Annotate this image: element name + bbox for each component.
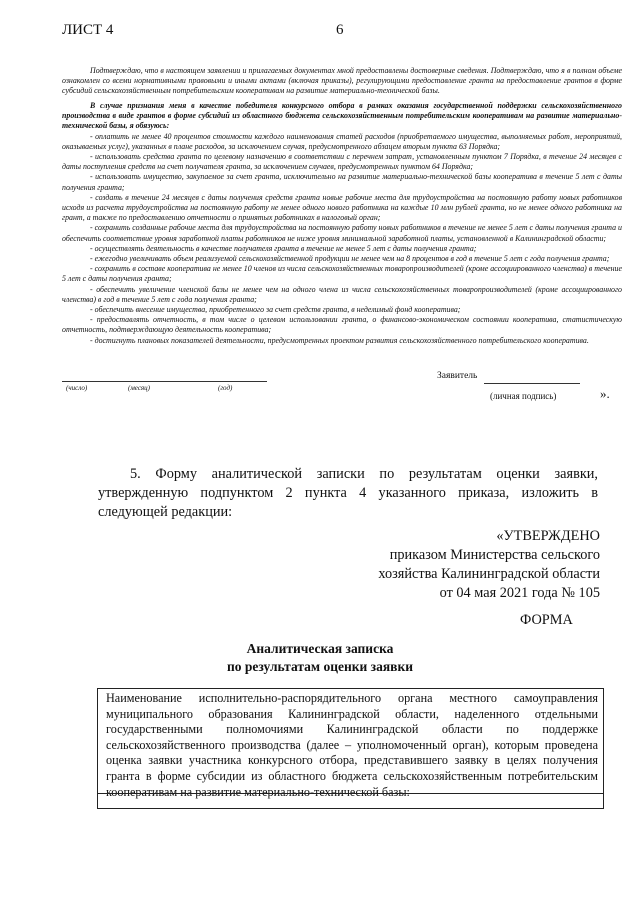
year-caption: (год) xyxy=(218,384,233,392)
assessment-table xyxy=(97,688,604,809)
confirmation-text: Подтверждаю, что в настоящем заявлении и прилагаемых документах мной предоставлены достоверные сведения. Подтверждаю, что я в полном объеме ознакомлен со всеми нормативными правовыми и иными актами (включая приказы), регулирующими предоставление гранта на предоставление грантов в форме субсидий сельскохозяйственным потребительским кооперативам на развитие материально-технической базы. xyxy=(62,66,622,96)
obligation-item: - достигнуть плановых показателей деятельности, предусмотренных проектом развития сельскохозяйственного потребительского кооператива. xyxy=(90,335,589,345)
signature-line xyxy=(484,383,580,384)
table-row-divider xyxy=(98,793,603,794)
form-label: ФОРМА xyxy=(520,612,573,628)
approval-line: от 04 мая 2021 года № 105 xyxy=(439,585,600,601)
approval-line: приказом Министерства сельского xyxy=(389,547,600,563)
obligation-item: - предоставлять отчетность, в том числе о целевом использовании гранта, о финансово-экономическом состоянии кооператива, статистическую отчетность, подтверждающую деятельность кооператива; xyxy=(62,315,622,335)
page-number: 6 xyxy=(336,22,344,38)
applicant-label: Заявитель xyxy=(437,371,478,381)
approval-line: «УТВЕРЖДЕНО xyxy=(496,528,600,544)
title-line: Аналитическая записка xyxy=(246,641,394,656)
obligation-item: - обеспечить увеличение членской базы не менее чем на одного члена из числа сельскохозяйственных товаропроизводителей (кроме ассоциированного членства) в год в течение 5 лет с года получения гранта; xyxy=(62,284,622,304)
document-title xyxy=(120,640,520,676)
approval-stamp-block xyxy=(300,527,600,603)
obligation-item: - использовать средства гранта по целевому назначению в соответствии с перечнем затрат, установленным пунктом 7 Порядка, в течение 24 месяцев с даты поступления средств на счет получателя гранта, за исключением случаев, предусмотренных пунктом 64 Порядка; xyxy=(62,152,622,172)
obligation-item: - сохранить в составе кооператива не менее 10 членов из числа сельскохозяйственных товаропроизводителей (кроме ассоциированного членства) в течение 5 лет с даты получения гранта; xyxy=(62,264,622,284)
date-line xyxy=(62,381,267,382)
obligation-item: - сохранить созданные рабочие места для трудоустройства на постоянную работу новых работников в течение не менее 5 лет с даты получения гранта и обеспечить соответствие уровня заработной платы работников не ниже уровня минимальной заработной платы, установленной в Калининградской области; xyxy=(62,223,622,243)
day-caption: (число) xyxy=(66,384,88,392)
closing-quote: ». xyxy=(600,386,610,401)
obligation-item: - обеспечить внесение имущества, приобретенного за счет средств гранта, в неделимый фонд кооператива; xyxy=(90,305,461,315)
obligation-intro: В случае признания меня в качестве победителя конкурсного отбора в рамках оказания государственной поддержки сельскохозяйственного производства в виде грантов в форме субсидий из областного бюджета сельскохозяйственным потребительским кооперативам на развитие материально-технической базы, я обязуюсь: xyxy=(62,101,622,131)
table-cell-authority: Наименование исполнительно-распорядительного органа местного самоуправления муниципального образования Калининградской области, наделенного отдельными государственными полномочиями Калининградской области по поддержке сельскохозяйственного производства (далее – уполномоченный орган), которым проведена оценка заявки участника конкурсного отбора, представившего заявку в целях получения гранта в форме субсидии из областного бюджета сельскохозяйственным потребительским кооперативам на развитие материально-технической базы: xyxy=(106,691,598,799)
obligation-item: - создать в течение 24 месяцев с даты получения средств гранта новые рабочие места для трудоустройства на постоянную работу новых работников исходя из расчета трудоустройства на постоянную работу не менее одного нового работника на каждые 10 млн рублей гранта, но не менее одного работника на грант, а также по предоставлению отчетности о принятых работниках в налоговый орган; xyxy=(62,192,622,223)
sheet-label: ЛИСТ 4 xyxy=(62,22,114,38)
obligation-item: - использовать имущество, закупаемое за счет гранта, исключительно на развитие материально-технической базы кооператива в течение 5 лет с даты получения гранта; xyxy=(62,172,622,192)
paragraph-5: 5. Форму аналитической записки по результатам оценки заявки, утвержденную подпунктом 2 пункта 4 указанного приказа, изложить в следующей редакции: xyxy=(98,466,598,520)
personal-signature-caption: (личная подпись) xyxy=(490,391,557,401)
title-line: по результатам оценки заявки xyxy=(226,659,414,674)
month-caption: (месяц) xyxy=(128,384,151,392)
obligation-item: - осуществлять деятельность в качестве получателя гранта в течение не менее 5 лет с даты получения гранта; xyxy=(90,243,477,253)
approval-line: хозяйства Калининградской области xyxy=(378,566,600,582)
confirmation-paragraph xyxy=(62,66,622,97)
obligations-block xyxy=(62,101,622,346)
obligation-item: - оплатить не менее 40 процентов стоимости каждого наименования статей расходов (приобретаемого имущества, выполняемых работ, мероприятий, оказываемых услуг), указанных в плане расходов, за исключением случая, предусмотренного абзацем вторым пункта 63 Порядка; xyxy=(62,131,622,151)
obligation-item: - ежегодно увеличивать объем реализуемой сельскохозяйственной продукции не менее чем на 8 процентов в год в течение 5 лет с года получения гранта; xyxy=(90,254,610,264)
